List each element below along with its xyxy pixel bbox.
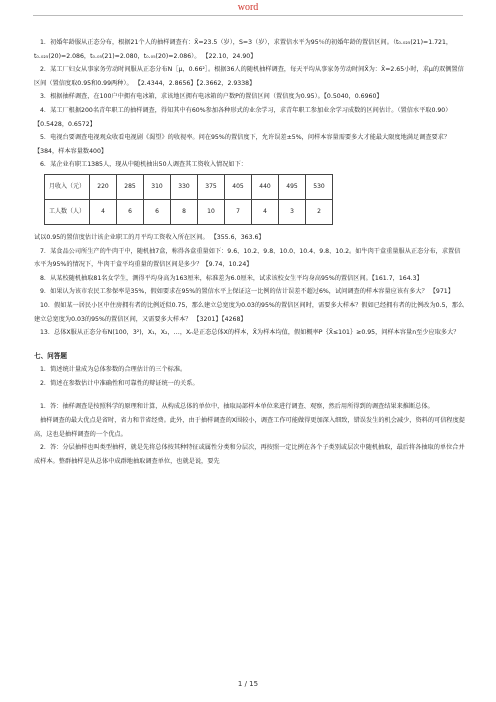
page-header: word [237,2,259,13]
table-cell: 3 [279,199,306,224]
question-10: 10．假如某一居民小区中住房拥有者的比例近似0.75，那么建立总宽度为0.03的95%的置信区间时，需要多大样本？假如已经拥有者的比例改为0.5，那么建立总宽度为0.03的95%的置信区间，又需要多大样本？ 【3201】【4268】 [34,301,465,323]
essay-question-1: 1．简述统计量成为总体参数的合理估计的三个标准。 [40,366,187,374]
table-cell: 6 [117,199,144,224]
question-4: 4．某工厂根据200名青年职工的抽样调查，得知其中有60%参加各种形式的业余学习，求青年职工参加业余学习成数的区间估计。（置信水平取0.90） 【0.5428，0.6572】 [34,106,452,128]
wage-table [44,174,333,225]
question-1: 1．初婚年龄服从正态分布，根据21个人的抽样调查有：X̄=23.5（岁），S=3（岁），求置信水平为95％的初婚年龄的置信区间。（t₀.₀₂₅(21)=1.721，t₀.₀₂₅(20)=2.086，t₀.₀₅(21)=2.080，t₀.₀₅(20)=2.086）。 【22.10，24.90】 [34,39,453,60]
table-cell: 330 [171,174,198,199]
spacer [34,390,466,400]
table-row [45,174,333,199]
table-row [45,199,333,224]
table-cell: 285 [117,174,144,199]
table-cell: 6 [144,199,171,224]
table-cell: 375 [198,174,225,199]
table-cell: 8 [171,199,198,224]
table-cell: 7 [225,199,252,224]
question-3: 3．根据抽样调查，在100户中拥有电冰箱，求该地区拥有电冰箱的户数P的置信区间（置信度为0.95）。【0.5040，0.6960】 [40,93,383,101]
question-6: 6．某企业有职工1385人，现从中随机抽出50人调查其工资收入情况如下： [40,161,247,169]
question-5: 5．电视台要调查电视观众收看电视剧《渴望》的收视率。问在95%的置信度下，允许误差±5%，问样本容量需要多大才能最大限度地满足调查要求？【384，样本容量数400】 [34,134,451,155]
question-13: 13．总体X服从正态分布N(100，3²)，X₁，X₂，…，Xₙ是正态总体X的样本，X̄为样本均值，假如概率P｛X̄≤101｝≥0.95，问样本容量n至少应取多大？ [40,329,460,337]
table-cell: 4 [90,199,117,224]
document-body [34,36,466,468]
table-cell: 405 [225,174,252,199]
table-cell: 220 [90,174,117,199]
table-row-label: 月收入（元） [45,174,90,199]
table-cell: 495 [279,174,306,199]
question-9: 9．如果认为该市农民工参保率是35%，假如要求在95%的置信水平上保证这一比例的估计误差不超过6%，试问调查的样本容量应该有多大？ 【971】 [40,288,454,296]
answer-1-cont: 抽样调查的最大优点是省时，省力和节省经费。此外，由于抽样调查的X围较小，调查工作可能做得更加深入细致，错误发生的机会减少，资料的可信程度提高，这也是抽样调查的一个优点。 [34,417,465,438]
table-cell: 2 [306,199,333,224]
table-cell: 10 [198,199,225,224]
header-rule [33,15,463,16]
table-cell: 310 [144,174,171,199]
table-cell: 4 [252,199,279,224]
question-8: 8．从某校随机抽取81名女学生，测得平均身高为163厘米，标准差为6.0厘米，试求该校女生平均身高95%的置信区间。【161.7，164.3】 [40,274,423,282]
question-6-tail: 试以0.95的置信度估计该企业职工的月平均工资收入所在区间。 【355.6，363.6】 [34,233,265,241]
question-7: 7．某食品公司所生产的牛肉干中，随机抽7盒，称得各盒重量如下：9.6、10.2、9.8、10.0、10.4、9.8、10.2。如牛肉干盒重量服从正态分布，求置信水平为95%的情况下，牛肉干盒平均重量的置信区间是多少？【9.74，10.24】 [34,247,461,269]
answer-2: 2．答：分层抽样也叫类型抽样，就是先将总体按其种特征或属性分类和分层次，再按照一定比例在各个子类别或层次中随机抽取，最后将各抽取的单位合并成样本。整群抽样是从总体中成群地抽取调查单位，也就是说，要先 [34,444,465,465]
question-2: 2．某工厂妇女从事家务劳动时间服从正态分布N［μ，0.66²］。根据36人的随机抽样调查，每天平均从事家务劳动时间X̄为：X̄=2.65小时，求μ的双侧置信区间（置信度取0.95和0.99两种）。 【2.4344，2.8656】【2.3662，2.9338】 [34,66,464,87]
table-row-label: 工人数（人） [45,199,90,224]
table-cell: 440 [252,174,279,199]
table-cell: 530 [306,174,333,199]
answer-1: 1．答：抽样调查是按照科学的原理和计算，从构成总体的单位中，抽取局部样本单位来进行调查、观察，然后用所得到的调查结果来推断总体。 [40,403,434,411]
page-number: 1 / 15 [237,680,259,688]
essay-question-2: 2．简述在参数估计中准确性和可靠性的辩证统一的关系。 [40,379,199,387]
section-title: 七、问答题 [34,351,67,360]
